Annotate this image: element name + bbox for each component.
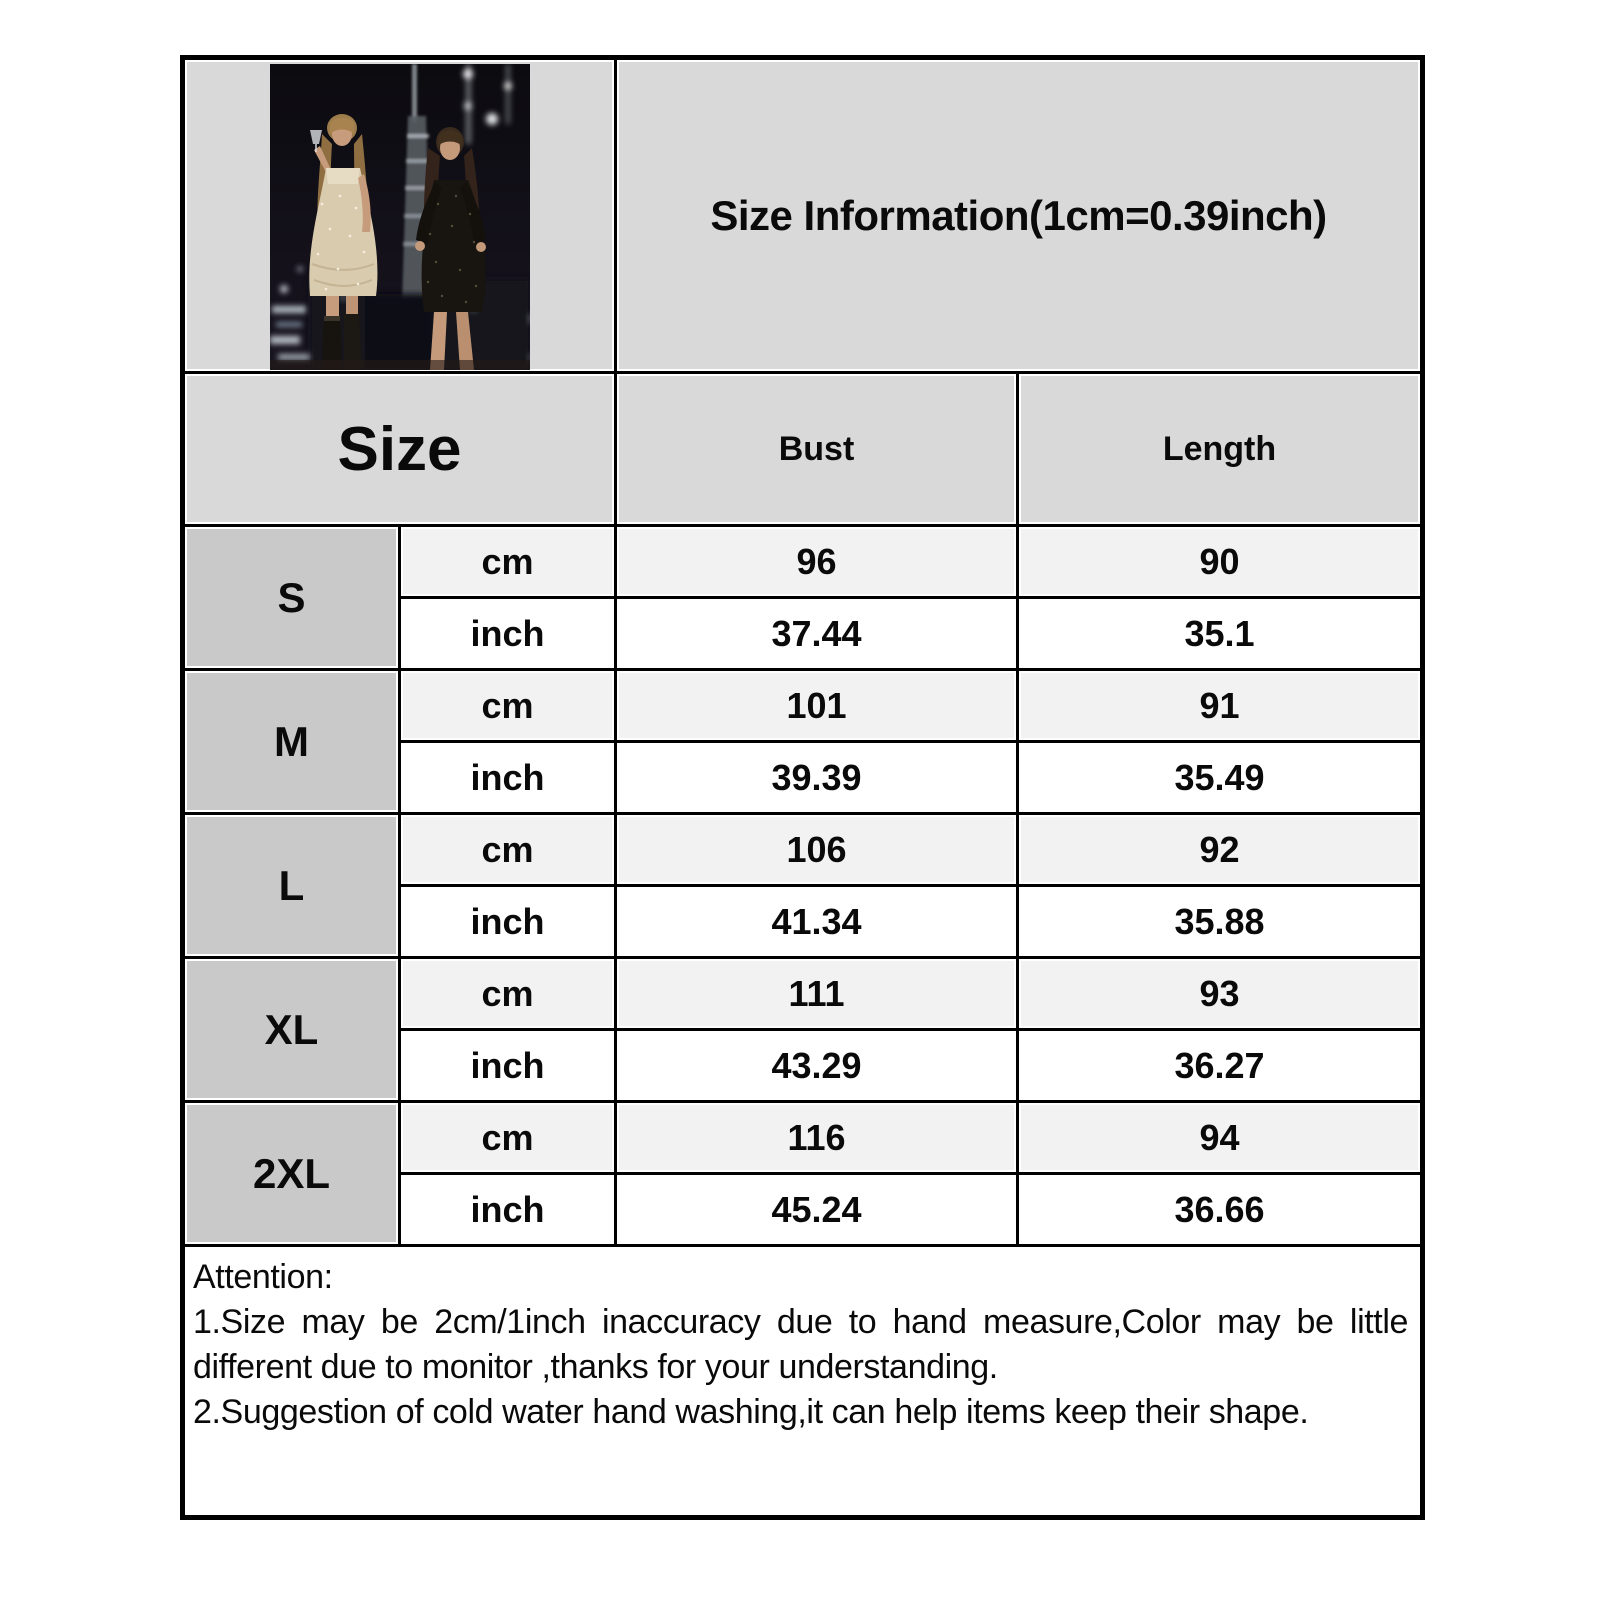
length-value: 92	[1018, 814, 1423, 886]
size-label-s	[183, 526, 400, 670]
unit-label-cm: cm	[400, 670, 616, 742]
bust-value: 96	[616, 526, 1018, 598]
length-value: 35.1	[1018, 598, 1423, 670]
size-header-label: Size	[337, 414, 462, 484]
column-header-bust	[616, 373, 1018, 526]
bust-value: 45.24	[616, 1174, 1018, 1246]
title-cell	[616, 58, 1423, 373]
bust-value: 111	[616, 958, 1018, 1030]
size-label: 2XL	[252, 1149, 331, 1197]
bust-value: 116	[616, 1102, 1018, 1174]
length-value: 94	[1018, 1102, 1423, 1174]
table-row	[183, 814, 1423, 886]
table-row	[183, 670, 1423, 742]
unit-label-inch: inch	[400, 886, 616, 958]
attention-note	[183, 1246, 1423, 1518]
bust-header-label: Bust	[778, 429, 855, 468]
table-row	[183, 1102, 1423, 1174]
bust-value: 43.29	[616, 1030, 1018, 1102]
attention-heading: Attention:	[193, 1258, 333, 1296]
length-value: 90	[1018, 526, 1423, 598]
length-value: 91	[1018, 670, 1423, 742]
bust-value: 37.44	[616, 598, 1018, 670]
photo-title-row	[183, 58, 1423, 373]
length-header-label: Length	[1162, 429, 1277, 468]
table-row	[183, 958, 1423, 1030]
product-photo	[270, 64, 530, 370]
unit-label-inch: inch	[400, 742, 616, 814]
bust-value: 39.39	[616, 742, 1018, 814]
product-photo-cell	[183, 58, 616, 373]
unit-label-cm: cm	[400, 958, 616, 1030]
bust-value: 41.34	[616, 886, 1018, 958]
unit-label-inch: inch	[400, 1174, 616, 1246]
length-value: 35.49	[1018, 742, 1423, 814]
size-label: L	[278, 861, 305, 909]
size-label-l	[183, 814, 400, 958]
size-label: XL	[264, 1005, 319, 1053]
column-header-size	[183, 373, 616, 526]
attention-row	[183, 1246, 1423, 1518]
size-label-2xl	[183, 1102, 400, 1246]
unit-label-cm: cm	[400, 814, 616, 886]
length-value: 35.88	[1018, 886, 1423, 958]
column-header-length	[1018, 373, 1423, 526]
length-value: 93	[1018, 958, 1423, 1030]
table-row	[183, 526, 1423, 598]
length-value: 36.27	[1018, 1030, 1423, 1102]
attention-item-2: 2.Suggestion of cold water hand washing,it can help items keep their shape.	[193, 1393, 1309, 1431]
bust-value: 106	[616, 814, 1018, 886]
size-label: M	[274, 717, 309, 765]
unit-label-cm: cm	[400, 526, 616, 598]
attention-item-1: 1.Size may be 2cm/1inch inaccuracy due to hand measure,Color may be little different due to monitor ,thanks for your understanding.	[193, 1303, 1408, 1386]
size-label: S	[277, 573, 306, 621]
unit-label-inch: inch	[400, 598, 616, 670]
unit-label-inch: inch	[400, 1030, 616, 1102]
length-value: 36.66	[1018, 1174, 1423, 1246]
page-title: Size Information(1cm=0.39inch)	[710, 191, 1327, 239]
bust-value: 101	[616, 670, 1018, 742]
size-label-m	[183, 670, 400, 814]
size-chart-table	[180, 55, 1425, 1520]
unit-label-cm: cm	[400, 1102, 616, 1174]
size-label-xl	[183, 958, 400, 1102]
column-header-row	[183, 373, 1423, 526]
